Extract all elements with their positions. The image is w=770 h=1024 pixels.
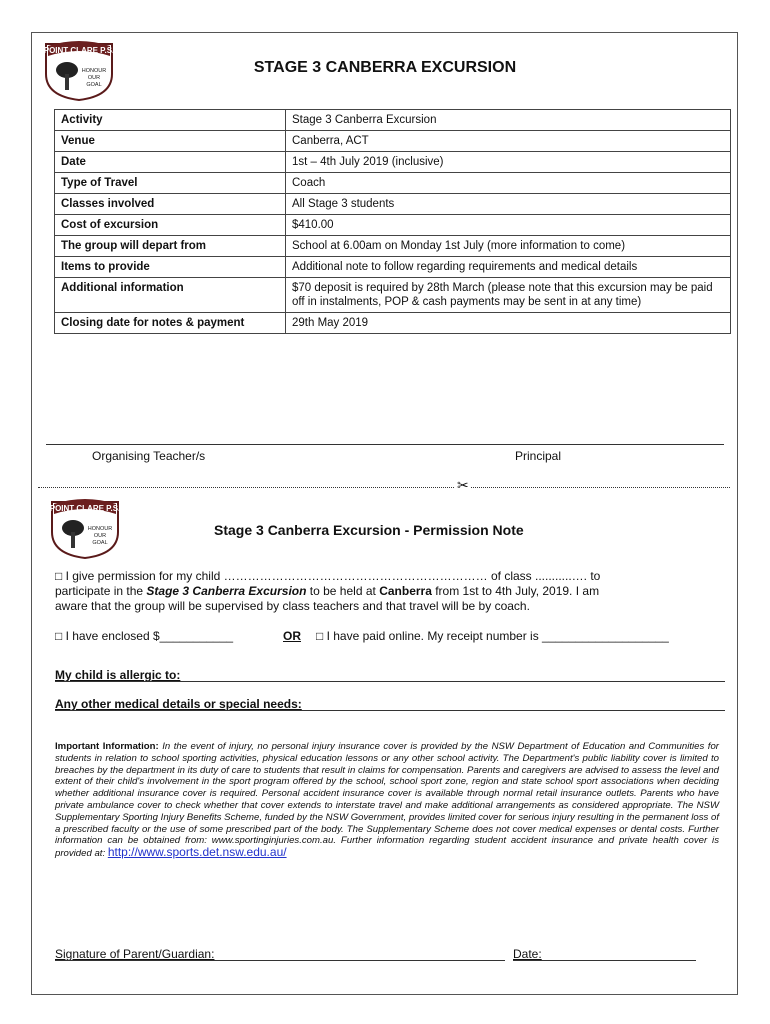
permission-line-3: aware that the group will be supervised by class teachers and that travel will be by coach. — [55, 599, 530, 613]
parent-signature-label: Signature of Parent/Guardian: — [55, 947, 215, 961]
scissors-icon: ✂ — [457, 477, 469, 493]
info-row-label: The group will depart from — [55, 236, 286, 257]
svg-text:HONOUR: HONOUR — [87, 526, 113, 532]
permission-statement — [55, 569, 725, 614]
enclosed-payment-option — [55, 629, 233, 643]
parent-signature-field[interactable] — [55, 960, 505, 961]
info-row-label: Items to provide — [55, 257, 286, 278]
important-information — [55, 741, 719, 860]
cut-line — [38, 487, 730, 488]
online-label: I have paid online. My receipt number is ___________________ — [326, 629, 669, 643]
important-text: In the event of injury, no personal injury insurance cover is provided by the NSW Department of Education and Communities for students in relation to school sporting activities, physical education lessons or any other school activity. The Department's public liability cover is limited to breaches by the department in its duty of care to students that result in claims for compensation. Parents and caregivers are advised to assess the level and extent of their child's involvement in the sport program offered by the school, school sport zone, region and state school sport associations when deciding whether additional insurance cover is required. Personal accident insurance cover is available through normal retail insurance outlets. Parents who have private ambulance cover to check whether that cover extends to interstate travel and make additional arrangements as considered appropriate. The NSW Supplementary Sporting Injury Benefits Scheme, funded by the NSW Government, provides limited cover for serious injury resulting in the permanent loss of a prescribed faculty or the use of some prescribed part of the body. The Supplementary Scheme does not cover medical expenses or dental costs. Further information can be obtained from: www.sportinginjuries.com.au. Further information regarding student accident insurance and private health cover is provided at: — [55, 741, 719, 860]
svg-text:GOAL: GOAL — [86, 82, 102, 88]
sports-info-link[interactable]: http://www.sports.det.nsw.edu.au/ — [107, 845, 287, 860]
signature-line-staff — [46, 444, 724, 445]
medical-details-field[interactable] — [55, 710, 725, 711]
date-field[interactable] — [513, 960, 696, 961]
page-title: STAGE 3 CANBERRA EXCURSION — [253, 59, 517, 76]
info-row-value: Canberra, ACT — [286, 131, 731, 152]
info-row — [55, 194, 731, 215]
info-row-value: Coach — [286, 173, 731, 194]
info-row — [55, 152, 731, 173]
permission-line-2e: from 1st to 4th July, 2019. I am — [431, 584, 600, 598]
info-row-label: Date — [55, 152, 286, 173]
or-separator: OR — [283, 629, 301, 643]
school-logo-bottom — [46, 494, 124, 560]
enclosed-checkbox[interactable]: □ — [55, 629, 63, 643]
principal-signature-label: Principal — [515, 449, 562, 463]
info-row — [55, 215, 731, 236]
info-row-label: Cost of excursion — [55, 215, 286, 236]
info-row-label: Activity — [55, 110, 286, 131]
svg-text:OUR: OUR — [93, 533, 107, 539]
permission-note-title: Stage 3 Canberra Excursion - Permission Note — [214, 522, 524, 538]
svg-text:OUR: OUR — [87, 75, 101, 81]
excursion-name-emphasis: Stage 3 Canberra Excursion — [146, 584, 307, 598]
info-row-label: Venue — [55, 131, 286, 152]
svg-text:POINT CLARE P.S.: POINT CLARE P.S. — [43, 46, 115, 55]
medical-details-label: Any other medical details or special needs: — [55, 697, 302, 711]
svg-text:HONOUR: HONOUR — [81, 68, 107, 74]
info-row — [55, 173, 731, 194]
important-label: Important Information: — [55, 741, 159, 752]
info-row-label: Classes involved — [55, 194, 286, 215]
info-row-value: School at 6.00am on Monday 1st July (more information to come) — [286, 236, 731, 257]
info-row-value: Additional note to follow regarding requirements and medical details — [286, 257, 731, 278]
info-row-value: 29th May 2019 — [286, 313, 731, 334]
excursion-info-table — [54, 109, 731, 334]
permission-line-1: I give permission for my child ………………………………………………………… of class ...........…. to — [65, 569, 601, 583]
info-row-value: $70 deposit is required by 28th March (please note that this excursion may be paid off in instalments, POP & cash payments may be sent in at any time) — [286, 278, 731, 313]
info-row — [55, 131, 731, 152]
info-row-value: Stage 3 Canberra Excursion — [286, 110, 731, 131]
info-row-label: Type of Travel — [55, 173, 286, 194]
svg-text:POINT CLARE P.S.: POINT CLARE P.S. — [49, 504, 121, 513]
permission-line-2a: participate in the — [55, 584, 147, 598]
allergy-label: My child is allergic to: — [55, 668, 181, 682]
school-crest-icon — [46, 494, 124, 560]
info-row-value: $410.00 — [286, 215, 731, 236]
destination-emphasis: Canberra — [379, 584, 432, 598]
date-label: Date: — [513, 947, 542, 961]
info-row-label: Additional information — [55, 278, 286, 313]
info-row — [55, 278, 731, 313]
info-row-label: Closing date for notes & payment — [55, 313, 286, 334]
info-row — [55, 110, 731, 131]
info-row — [55, 257, 731, 278]
permission-checkbox[interactable]: □ — [55, 569, 63, 583]
info-row — [55, 236, 731, 257]
permission-line-2c: to be held at — [306, 584, 380, 598]
svg-text:GOAL: GOAL — [92, 540, 108, 546]
info-row — [55, 313, 731, 334]
info-row-value: 1st – 4th July 2019 (inclusive) — [286, 152, 731, 173]
enclosed-label: I have enclosed $___________ — [65, 629, 234, 643]
info-row-value: All Stage 3 students — [286, 194, 731, 215]
online-checkbox[interactable]: □ — [316, 629, 324, 643]
teacher-signature-label: Organising Teacher/s — [92, 449, 206, 463]
online-payment-option — [316, 629, 669, 643]
allergy-field[interactable] — [55, 681, 725, 682]
